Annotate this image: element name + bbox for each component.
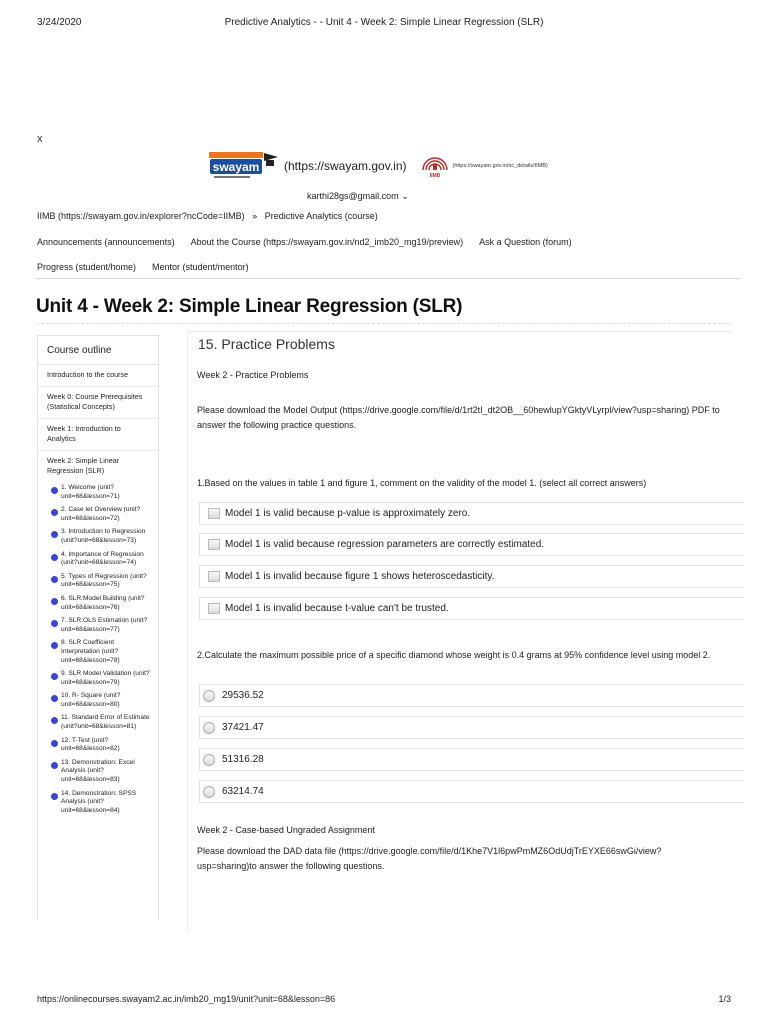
q1-option-1[interactable]: [199, 502, 744, 525]
lesson-label: 8. SLR Coefficient Interpretation (unit?unit=68&lesson=78): [61, 639, 120, 664]
option-label: 63214.74: [222, 786, 264, 797]
lesson-status-dot: [51, 487, 58, 494]
lesson-item[interactable]: [38, 757, 158, 788]
lesson-status-dot: [51, 793, 58, 800]
lesson-status-dot: [51, 598, 58, 605]
sidebar-item-intro[interactable]: Introduction to the course: [38, 365, 158, 387]
section-heading: 15. Practice Problems: [198, 336, 335, 352]
model-output-instructions: Please download the Model Output (https://drive.google.com/file/d/1rt2tI_dt2OB__60hewlupYGktyVLyrpl/view?usp=sharing) PDF to answer the following practice questions.: [197, 405, 720, 430]
lesson-item[interactable]: [38, 593, 158, 615]
title-divider: [36, 323, 731, 324]
option-label: 29536.52: [222, 690, 264, 701]
nav-divider: [35, 278, 741, 279]
q1-option-2[interactable]: [199, 533, 744, 556]
lesson-label: 4. Importance of Regression (unit?unit=68&lesson=74): [61, 550, 144, 567]
lesson-status-dot: [51, 576, 58, 583]
option-label: Model 1 is valid because regression parameters are correctly estimated.: [225, 539, 545, 550]
lesson-status-dot: [51, 695, 58, 702]
q2-option-2[interactable]: [199, 716, 744, 739]
option-label: Model 1 is invalid because t-value can't be trusted.: [225, 603, 449, 614]
lesson-status-dot: [51, 762, 58, 769]
sidebar-item-week0[interactable]: Week 0: Course Prerequisites (Statistical Concepts): [38, 387, 158, 419]
breadcrumb: [37, 211, 378, 221]
lesson-status-dot: [51, 509, 58, 516]
lesson-item[interactable]: [38, 788, 158, 819]
lesson-label: 1. Welcome (unit?unit=68&lesson=71): [61, 484, 120, 500]
lesson-item[interactable]: [38, 637, 158, 668]
nav-progress[interactable]: Progress (student/home): [37, 262, 137, 272]
lesson-label: 5. Types of Regression (unit?unit=68&lesson=75): [61, 572, 147, 589]
option-label: Model 1 is valid because p-value is approximately zero.: [225, 508, 471, 519]
iimb-logo[interactable]: [420, 152, 450, 180]
nav-announcements[interactable]: Announcements (announcements): [37, 237, 175, 247]
lesson-label: 7. SLR:OLS Estimation (unit?unit=68&lesson=77): [61, 617, 148, 633]
lesson-label: 13. Demonstration: Excel Analysis (unit?unit=68&lesson=83): [61, 758, 135, 784]
option-label: 37421.47: [222, 722, 264, 733]
lesson-list: [38, 482, 158, 818]
course-outline-sidebar: [37, 335, 159, 920]
sidebar-item-week1[interactable]: Week 1: Introduction to Analytics: [38, 419, 158, 451]
question-1-text: 1.Based on the values in table 1 and figure 1, comment on the validity of the model 1. (select all correct answers): [197, 478, 647, 488]
lesson-item[interactable]: [38, 571, 158, 593]
lesson-status-dot: [51, 620, 58, 627]
swayam-link[interactable]: (https://swayam.gov.in): [284, 159, 407, 173]
lesson-item[interactable]: [38, 526, 158, 548]
q2-option-1[interactable]: [199, 684, 744, 707]
print-page-number: 1/3: [718, 994, 731, 1004]
lesson-status-dot: [51, 740, 58, 747]
close-button[interactable]: x: [37, 133, 43, 145]
sidebar-item-week2[interactable]: Week 2: Simple Linear Regression (SLR): [47, 456, 120, 475]
q2-option-4[interactable]: [199, 780, 744, 803]
lesson-item[interactable]: [38, 735, 158, 757]
breadcrumb-separator: »: [252, 211, 258, 221]
chevron-down-icon: ⌄: [401, 191, 409, 201]
case-assignment-instructions: Please download the DAD data file (https://drive.google.com/file/d/1Khe7V1l6pwPmMZ6OdUdjTrEYXE66swGi/view?usp=sharing)to answer the following questions.: [197, 846, 662, 871]
lesson-item[interactable]: [38, 668, 158, 690]
logo-row: [208, 150, 548, 182]
practice-subheading: Week 2 - Practice Problems: [197, 370, 309, 380]
nav-mentor[interactable]: Mentor (student/mentor): [152, 262, 249, 272]
user-email: karthi28gs@gmail.com: [307, 191, 399, 201]
print-page-title: Predictive Analytics - - Unit 4 - Week 2: Simple Linear Regression (SLR): [224, 17, 544, 28]
lesson-label: 11. Standard Error of Estimate (unit?unit=68&lesson=81): [61, 714, 150, 731]
breadcrumb-org[interactable]: IIMB (https://swayam.gov.in/explorer?ncCode=IIMB): [37, 211, 245, 221]
lesson-label: 2. Case let Overview (unit?unit=68&lesson=72): [61, 506, 141, 522]
lesson-status-dot: [51, 642, 58, 649]
checkbox[interactable]: [208, 603, 220, 614]
lesson-label: 6. SLR:Model Building (unit?unit=68&lesson=76): [61, 594, 145, 611]
lesson-item[interactable]: [38, 504, 158, 526]
breadcrumb-course[interactable]: Predictive Analytics (course): [264, 211, 378, 221]
nav-ask-question[interactable]: Ask a Question (forum): [479, 237, 572, 247]
lesson-label: 14. Demonstration: SPSS Analysis (unit?unit=68&lesson=84): [61, 789, 137, 814]
swayam-logo[interactable]: [208, 151, 280, 181]
lesson-label: 9. SLR Model Validation (unit?unit=68&lesson=79): [61, 670, 150, 686]
option-label: 51316.28: [222, 754, 264, 765]
radio-button[interactable]: [203, 754, 215, 766]
course-nav-secondary: [37, 262, 265, 272]
lesson-status-dot: [51, 531, 58, 538]
lesson-status-dot: [51, 717, 58, 724]
q1-option-4[interactable]: [199, 597, 744, 620]
radio-button[interactable]: [203, 690, 215, 702]
case-assignment-heading: Week 2 - Case-based Ungraded Assignment: [197, 825, 375, 835]
course-nav: [37, 237, 588, 247]
iimb-logo-text: IIMB: [430, 173, 441, 179]
lesson-status-dot: [51, 673, 58, 680]
sidebar-header: Course outline: [38, 336, 158, 365]
radio-button[interactable]: [203, 786, 215, 798]
q2-option-3[interactable]: [199, 748, 744, 771]
lesson-item[interactable]: [38, 690, 158, 712]
option-label: Model 1 is invalid because figure 1 shows heteroscedasticity.: [225, 571, 495, 582]
nav-about-course[interactable]: About the Course (https://swayam.gov.in/nd2_imb20_mg19/preview): [190, 237, 464, 247]
question-2-text: 2.Calculate the maximum possible price of a specific diamond whose weight is 0.4 grams at 95% confidence level using model 2.: [197, 650, 711, 660]
lesson-label: 12. T-Test (unit?unit=68&lesson=82): [61, 736, 120, 753]
lesson-item[interactable]: [38, 615, 158, 637]
lesson-status-dot: [51, 554, 58, 561]
page-title: Unit 4 - Week 2: Simple Linear Regression (SLR): [36, 296, 463, 317]
lesson-item[interactable]: [38, 549, 158, 571]
swayam-logo-text: swayam: [212, 160, 260, 174]
user-menu[interactable]: [307, 191, 409, 202]
lesson-item[interactable]: [38, 712, 158, 734]
lesson-item[interactable]: [38, 482, 158, 504]
radio-button[interactable]: [203, 722, 215, 734]
print-url: https://onlinecourses.swayam2.ac.in/imb20_mg19/unit?unit=68&lesson=86: [37, 994, 336, 1004]
main-content: [187, 331, 732, 931]
lesson-label: 3. Introduction to Regression (unit?unit=68&lesson=73): [61, 528, 146, 544]
lesson-label: 10. R- Square (unit?unit=68&lesson=80): [61, 692, 121, 708]
checkbox[interactable]: [208, 539, 220, 550]
print-date: 3/24/2020: [37, 17, 82, 28]
checkbox[interactable]: [208, 508, 220, 519]
checkbox[interactable]: [208, 571, 220, 582]
q1-option-3[interactable]: [199, 565, 744, 588]
iimb-link[interactable]: (https://swayam.gov.in/nc_details/IIMB): [452, 163, 548, 169]
